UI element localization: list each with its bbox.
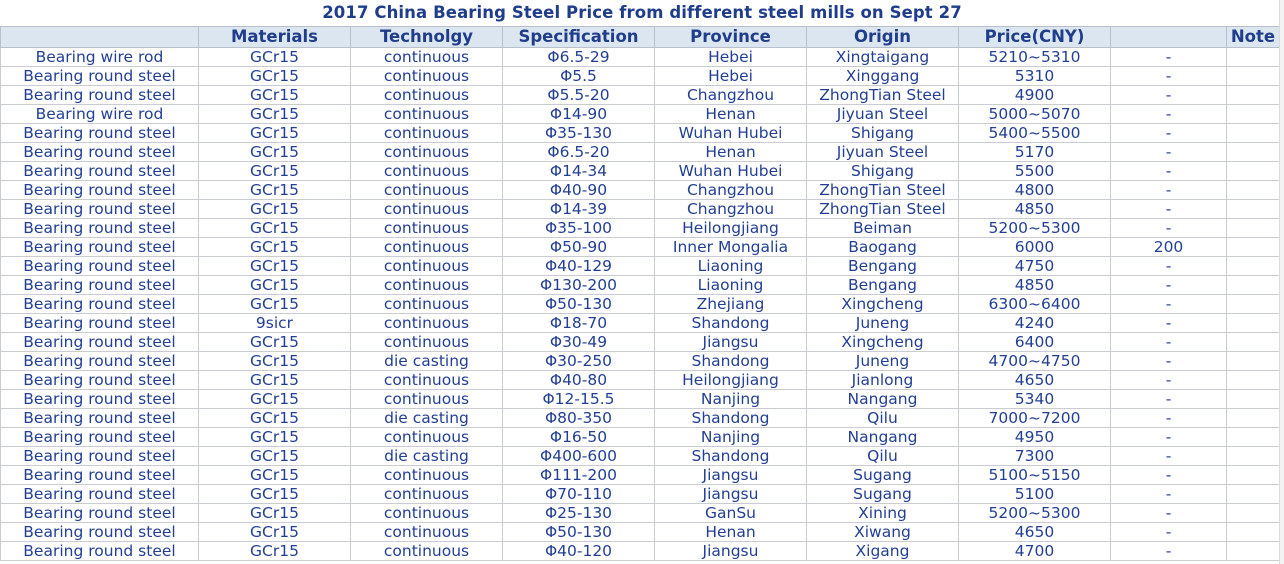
note-cell[interactable] [1227, 67, 1280, 86]
province-cell[interactable]: Shandong [655, 447, 807, 466]
technology-cell[interactable]: continuous [351, 485, 503, 504]
table-row [1, 124, 1280, 143]
change-cell[interactable]: - [1111, 67, 1227, 86]
table-row [1, 181, 1280, 200]
product-cell[interactable]: Bearing round steel [1, 143, 199, 162]
table-row [1, 447, 1280, 466]
product-cell[interactable]: Bearing round steel [1, 219, 199, 238]
table-row [1, 371, 1280, 390]
note-cell[interactable] [1227, 219, 1280, 238]
province-cell[interactable]: Heilongjiang [655, 371, 807, 390]
technology-cell[interactable]: continuous [351, 542, 503, 561]
material-cell[interactable]: GCr15 [199, 466, 351, 485]
header-materials[interactable]: Materials [199, 27, 351, 48]
table-row [1, 352, 1280, 371]
origin-cell[interactable]: Juneng [807, 314, 959, 333]
table-body [1, 48, 1280, 561]
note-cell[interactable] [1227, 238, 1280, 257]
product-cell[interactable]: Bearing round steel [1, 257, 199, 276]
price-cell[interactable]: 5000~5070 [959, 105, 1111, 124]
province-cell[interactable]: Henan [655, 105, 807, 124]
province-cell[interactable]: Changzhou [655, 86, 807, 105]
specification-cell[interactable]: Φ40-129 [503, 257, 655, 276]
change-cell[interactable]: 200 [1111, 238, 1227, 257]
change-cell[interactable]: - [1111, 257, 1227, 276]
technology-cell[interactable]: continuous [351, 238, 503, 257]
header-price[interactable]: Price(CNY) [959, 27, 1111, 48]
origin-cell[interactable]: Jianlong [807, 371, 959, 390]
note-cell[interactable] [1227, 200, 1280, 219]
technology-cell[interactable]: continuous [351, 466, 503, 485]
specification-cell[interactable]: Φ14-90 [503, 105, 655, 124]
note-cell[interactable] [1227, 504, 1280, 523]
table-row [1, 428, 1280, 447]
origin-cell[interactable]: Xiwang [807, 523, 959, 542]
material-cell[interactable]: GCr15 [199, 143, 351, 162]
technology-cell[interactable]: continuous [351, 276, 503, 295]
change-cell[interactable]: - [1111, 409, 1227, 428]
origin-cell[interactable]: ZhongTian Steel [807, 181, 959, 200]
price-cell[interactable]: 4700 [959, 542, 1111, 561]
province-cell[interactable]: Liaoning [655, 276, 807, 295]
technology-cell[interactable]: continuous [351, 48, 503, 67]
origin-cell[interactable]: Nangang [807, 390, 959, 409]
origin-cell[interactable]: Beiman [807, 219, 959, 238]
specification-cell[interactable]: Φ16-50 [503, 428, 655, 447]
material-cell[interactable]: GCr15 [199, 67, 351, 86]
note-cell[interactable] [1227, 314, 1280, 333]
change-cell[interactable]: - [1111, 447, 1227, 466]
province-cell[interactable]: Shandong [655, 409, 807, 428]
note-cell[interactable] [1227, 447, 1280, 466]
product-cell[interactable]: Bearing round steel [1, 409, 199, 428]
price-cell[interactable]: 4850 [959, 276, 1111, 295]
product-cell[interactable]: Bearing round steel [1, 390, 199, 409]
material-cell[interactable]: GCr15 [199, 48, 351, 67]
price-cell[interactable]: 5310 [959, 67, 1111, 86]
specification-cell[interactable]: Φ14-39 [503, 200, 655, 219]
material-cell[interactable]: GCr15 [199, 409, 351, 428]
material-cell[interactable]: GCr15 [199, 162, 351, 181]
change-cell[interactable]: - [1111, 124, 1227, 143]
price-cell[interactable]: 5500 [959, 162, 1111, 181]
origin-cell[interactable]: ZhongTian Steel [807, 200, 959, 219]
note-cell[interactable] [1227, 181, 1280, 200]
note-cell[interactable] [1227, 124, 1280, 143]
header-note[interactable]: Note [1227, 27, 1280, 48]
table-row [1, 504, 1280, 523]
table-row [1, 466, 1280, 485]
province-cell[interactable]: Shandong [655, 352, 807, 371]
material-cell[interactable]: GCr15 [199, 428, 351, 447]
price-table [0, 26, 1280, 561]
product-cell[interactable]: Bearing round steel [1, 295, 199, 314]
change-cell[interactable]: - [1111, 143, 1227, 162]
technology-cell[interactable]: continuous [351, 523, 503, 542]
province-cell[interactable]: Changzhou [655, 200, 807, 219]
product-cell[interactable]: Bearing round steel [1, 523, 199, 542]
price-cell[interactable]: 4900 [959, 86, 1111, 105]
sheet-edge [1279, 0, 1284, 564]
specification-cell[interactable]: Φ30-250 [503, 352, 655, 371]
technology-cell[interactable]: continuous [351, 124, 503, 143]
technology-cell[interactable]: continuous [351, 219, 503, 238]
product-cell[interactable]: Bearing round steel [1, 447, 199, 466]
note-cell[interactable] [1227, 352, 1280, 371]
specification-cell[interactable]: Φ130-200 [503, 276, 655, 295]
change-cell[interactable]: - [1111, 200, 1227, 219]
note-cell[interactable] [1227, 162, 1280, 181]
table-row [1, 295, 1280, 314]
specification-cell[interactable]: Φ50-130 [503, 295, 655, 314]
technology-cell[interactable]: die casting [351, 352, 503, 371]
material-cell[interactable]: GCr15 [199, 371, 351, 390]
table-title: 2017 China Bearing Steel Price from different steel mills on Sept 27 [322, 3, 962, 22]
origin-cell[interactable]: Qilu [807, 447, 959, 466]
province-cell[interactable]: Changzhou [655, 181, 807, 200]
change-cell[interactable]: - [1111, 48, 1227, 67]
product-cell[interactable]: Bearing round steel [1, 466, 199, 485]
origin-cell[interactable]: Xinggang [807, 67, 959, 86]
price-cell[interactable]: 7000~7200 [959, 409, 1111, 428]
product-cell[interactable]: Bearing round steel [1, 333, 199, 352]
specification-cell[interactable]: Φ6.5-20 [503, 143, 655, 162]
technology-cell[interactable]: die casting [351, 409, 503, 428]
header-origin[interactable]: Origin [807, 27, 959, 48]
specification-cell[interactable]: Φ35-130 [503, 124, 655, 143]
note-cell[interactable] [1227, 257, 1280, 276]
product-cell[interactable]: Bearing round steel [1, 542, 199, 561]
note-cell[interactable] [1227, 371, 1280, 390]
table-row [1, 257, 1280, 276]
origin-cell[interactable]: Xingtaigang [807, 48, 959, 67]
specification-cell[interactable]: Φ5.5 [503, 67, 655, 86]
note-cell[interactable] [1227, 428, 1280, 447]
note-cell[interactable] [1227, 86, 1280, 105]
note-cell[interactable] [1227, 485, 1280, 504]
price-cell[interactable]: 7300 [959, 447, 1111, 466]
origin-cell[interactable]: Shigang [807, 162, 959, 181]
note-cell[interactable] [1227, 105, 1280, 124]
price-cell[interactable]: 5340 [959, 390, 1111, 409]
table-row [1, 200, 1280, 219]
province-cell[interactable]: Nanjing [655, 428, 807, 447]
table-row [1, 105, 1280, 124]
price-cell[interactable]: 4240 [959, 314, 1111, 333]
product-cell[interactable]: Bearing round steel [1, 238, 199, 257]
province-cell[interactable]: Nanjing [655, 390, 807, 409]
product-cell[interactable]: Bearing round steel [1, 504, 199, 523]
specification-cell[interactable]: Φ30-49 [503, 333, 655, 352]
specification-cell[interactable]: Φ400-600 [503, 447, 655, 466]
origin-cell[interactable]: Xigang [807, 542, 959, 561]
table-row [1, 143, 1280, 162]
product-cell[interactable]: Bearing wire rod [1, 105, 199, 124]
origin-cell[interactable]: Xingcheng [807, 333, 959, 352]
table-row [1, 219, 1280, 238]
price-cell[interactable]: 5170 [959, 143, 1111, 162]
technology-cell[interactable]: continuous [351, 295, 503, 314]
product-cell[interactable]: Bearing round steel [1, 67, 199, 86]
header-row [1, 27, 1280, 48]
material-cell[interactable]: 9sicr [199, 314, 351, 333]
origin-cell[interactable]: Bengang [807, 257, 959, 276]
province-cell[interactable]: Jiangsu [655, 333, 807, 352]
table-row [1, 276, 1280, 295]
specification-cell[interactable]: Φ35-100 [503, 219, 655, 238]
product-cell[interactable]: Bearing round steel [1, 181, 199, 200]
change-cell[interactable]: - [1111, 523, 1227, 542]
change-cell[interactable]: - [1111, 390, 1227, 409]
specification-cell[interactable]: Φ80-350 [503, 409, 655, 428]
specification-cell[interactable]: Φ40-90 [503, 181, 655, 200]
change-cell[interactable]: - [1111, 86, 1227, 105]
material-cell[interactable]: GCr15 [199, 181, 351, 200]
table-row [1, 409, 1280, 428]
specification-cell[interactable]: Φ50-90 [503, 238, 655, 257]
table-row [1, 162, 1280, 181]
price-cell[interactable]: 5100~5150 [959, 466, 1111, 485]
header-technology[interactable]: Technolgy [351, 27, 503, 48]
material-cell[interactable]: GCr15 [199, 333, 351, 352]
province-cell[interactable]: Heilongjiang [655, 219, 807, 238]
material-cell[interactable]: GCr15 [199, 504, 351, 523]
note-cell[interactable] [1227, 48, 1280, 67]
table-row [1, 542, 1280, 561]
table-row [1, 390, 1280, 409]
price-cell[interactable]: 4800 [959, 181, 1111, 200]
price-cell[interactable]: 6400 [959, 333, 1111, 352]
technology-cell[interactable]: continuous [351, 333, 503, 352]
price-cell[interactable]: 5210~5310 [959, 48, 1111, 67]
province-cell[interactable]: Henan [655, 523, 807, 542]
province-cell[interactable]: Jiangsu [655, 485, 807, 504]
header-specification[interactable]: Specification [503, 27, 655, 48]
price-cell[interactable]: 4650 [959, 371, 1111, 390]
product-cell[interactable]: Bearing round steel [1, 124, 199, 143]
origin-cell[interactable]: Qilu [807, 409, 959, 428]
specification-cell[interactable]: Φ6.5-29 [503, 48, 655, 67]
change-cell[interactable]: - [1111, 504, 1227, 523]
material-cell[interactable]: GCr15 [199, 257, 351, 276]
material-cell[interactable]: GCr15 [199, 523, 351, 542]
technology-cell[interactable]: continuous [351, 200, 503, 219]
province-cell[interactable]: Wuhan Hubei [655, 124, 807, 143]
change-cell[interactable]: - [1111, 162, 1227, 181]
technology-cell[interactable]: continuous [351, 428, 503, 447]
price-cell[interactable]: 5200~5300 [959, 219, 1111, 238]
change-cell[interactable]: - [1111, 105, 1227, 124]
origin-cell[interactable]: Xining [807, 504, 959, 523]
technology-cell[interactable]: continuous [351, 67, 503, 86]
note-cell[interactable] [1227, 409, 1280, 428]
change-cell[interactable]: - [1111, 352, 1227, 371]
header-product[interactable] [1, 27, 199, 48]
note-cell[interactable] [1227, 390, 1280, 409]
change-cell[interactable]: - [1111, 485, 1227, 504]
specification-cell[interactable]: Φ18-70 [503, 314, 655, 333]
specification-cell[interactable]: Φ40-120 [503, 542, 655, 561]
material-cell[interactable]: GCr15 [199, 485, 351, 504]
technology-cell[interactable]: continuous [351, 314, 503, 333]
price-cell[interactable]: 5100 [959, 485, 1111, 504]
technology-cell[interactable]: continuous [351, 162, 503, 181]
origin-cell[interactable]: Jiyuan Steel [807, 143, 959, 162]
origin-cell[interactable]: Xingcheng [807, 295, 959, 314]
price-cell[interactable]: 6000 [959, 238, 1111, 257]
material-cell[interactable]: GCr15 [199, 124, 351, 143]
table-row [1, 333, 1280, 352]
product-cell[interactable]: Bearing round steel [1, 371, 199, 390]
origin-cell[interactable]: Sugang [807, 485, 959, 504]
product-cell[interactable]: Bearing wire rod [1, 48, 199, 67]
specification-cell[interactable]: Φ40-80 [503, 371, 655, 390]
origin-cell[interactable]: Bengang [807, 276, 959, 295]
specification-cell[interactable]: Φ70-110 [503, 485, 655, 504]
material-cell[interactable]: GCr15 [199, 276, 351, 295]
table-row [1, 86, 1280, 105]
table-row [1, 238, 1280, 257]
note-cell[interactable] [1227, 523, 1280, 542]
change-cell[interactable]: - [1111, 181, 1227, 200]
table-row [1, 314, 1280, 333]
change-cell[interactable]: - [1111, 371, 1227, 390]
province-cell[interactable]: Liaoning [655, 257, 807, 276]
change-cell[interactable]: - [1111, 542, 1227, 561]
price-cell[interactable]: 4950 [959, 428, 1111, 447]
material-cell[interactable]: GCr15 [199, 238, 351, 257]
origin-cell[interactable]: Sugang [807, 466, 959, 485]
price-cell[interactable]: 4750 [959, 257, 1111, 276]
price-cell[interactable]: 6300~6400 [959, 295, 1111, 314]
specification-cell[interactable]: Φ50-130 [503, 523, 655, 542]
province-cell[interactable]: Jiangsu [655, 542, 807, 561]
change-cell[interactable]: - [1111, 276, 1227, 295]
technology-cell[interactable]: continuous [351, 105, 503, 124]
specification-cell[interactable]: Φ111-200 [503, 466, 655, 485]
origin-cell[interactable]: Baogang [807, 238, 959, 257]
table-row [1, 523, 1280, 542]
material-cell[interactable]: GCr15 [199, 200, 351, 219]
origin-cell[interactable]: Juneng [807, 352, 959, 371]
product-cell[interactable]: Bearing round steel [1, 276, 199, 295]
product-cell[interactable]: Bearing round steel [1, 162, 199, 181]
specification-cell[interactable]: Φ14-34 [503, 162, 655, 181]
material-cell[interactable]: GCr15 [199, 352, 351, 371]
product-cell[interactable]: Bearing round steel [1, 352, 199, 371]
change-cell[interactable]: - [1111, 333, 1227, 352]
product-cell[interactable]: Bearing round steel [1, 86, 199, 105]
product-cell[interactable]: Bearing round steel [1, 200, 199, 219]
price-cell[interactable]: 4700~4750 [959, 352, 1111, 371]
origin-cell[interactable]: Nangang [807, 428, 959, 447]
origin-cell[interactable]: Shigang [807, 124, 959, 143]
material-cell[interactable]: GCr15 [199, 295, 351, 314]
material-cell[interactable]: GCr15 [199, 219, 351, 238]
change-cell[interactable]: - [1111, 295, 1227, 314]
province-cell[interactable]: Wuhan Hubei [655, 162, 807, 181]
change-cell[interactable]: - [1111, 466, 1227, 485]
material-cell[interactable]: GCr15 [199, 542, 351, 561]
origin-cell[interactable]: Jiyuan Steel [807, 105, 959, 124]
table-row [1, 48, 1280, 67]
note-cell[interactable] [1227, 542, 1280, 561]
change-cell[interactable]: - [1111, 219, 1227, 238]
header-province[interactable]: Province [655, 27, 807, 48]
price-cell[interactable]: 5400~5500 [959, 124, 1111, 143]
table-row [1, 485, 1280, 504]
province-cell[interactable]: Shandong [655, 314, 807, 333]
header-change[interactable] [1111, 27, 1227, 48]
note-cell[interactable] [1227, 466, 1280, 485]
technology-cell[interactable]: continuous [351, 143, 503, 162]
province-cell[interactable]: Jiangsu [655, 466, 807, 485]
province-cell[interactable]: GanSu [655, 504, 807, 523]
material-cell[interactable]: GCr15 [199, 105, 351, 124]
price-cell[interactable]: 4650 [959, 523, 1111, 542]
province-cell[interactable]: Henan [655, 143, 807, 162]
material-cell[interactable]: GCr15 [199, 390, 351, 409]
technology-cell[interactable]: die casting [351, 447, 503, 466]
note-cell[interactable] [1227, 143, 1280, 162]
province-cell[interactable]: Inner Mongalia [655, 238, 807, 257]
price-cell[interactable]: 5200~5300 [959, 504, 1111, 523]
technology-cell[interactable]: continuous [351, 371, 503, 390]
province-cell[interactable]: Hebei [655, 48, 807, 67]
province-cell[interactable]: Hebei [655, 67, 807, 86]
product-cell[interactable]: Bearing round steel [1, 428, 199, 447]
technology-cell[interactable]: continuous [351, 504, 503, 523]
origin-cell[interactable]: ZhongTian Steel [807, 86, 959, 105]
specification-cell[interactable]: Φ5.5-20 [503, 86, 655, 105]
change-cell[interactable]: - [1111, 428, 1227, 447]
material-cell[interactable]: GCr15 [199, 447, 351, 466]
specification-cell[interactable]: Φ25-130 [503, 504, 655, 523]
technology-cell[interactable]: continuous [351, 390, 503, 409]
specification-cell[interactable]: Φ12-15.5 [503, 390, 655, 409]
note-cell[interactable] [1227, 295, 1280, 314]
table-row [1, 67, 1280, 86]
note-cell[interactable] [1227, 333, 1280, 352]
product-cell[interactable]: Bearing round steel [1, 314, 199, 333]
price-cell[interactable]: 4850 [959, 200, 1111, 219]
note-cell[interactable] [1227, 276, 1280, 295]
change-cell[interactable]: - [1111, 314, 1227, 333]
material-cell[interactable]: GCr15 [199, 86, 351, 105]
province-cell[interactable]: Zhejiang [655, 295, 807, 314]
technology-cell[interactable]: continuous [351, 257, 503, 276]
technology-cell[interactable]: continuous [351, 181, 503, 200]
product-cell[interactable]: Bearing round steel [1, 485, 199, 504]
technology-cell[interactable]: continuous [351, 86, 503, 105]
